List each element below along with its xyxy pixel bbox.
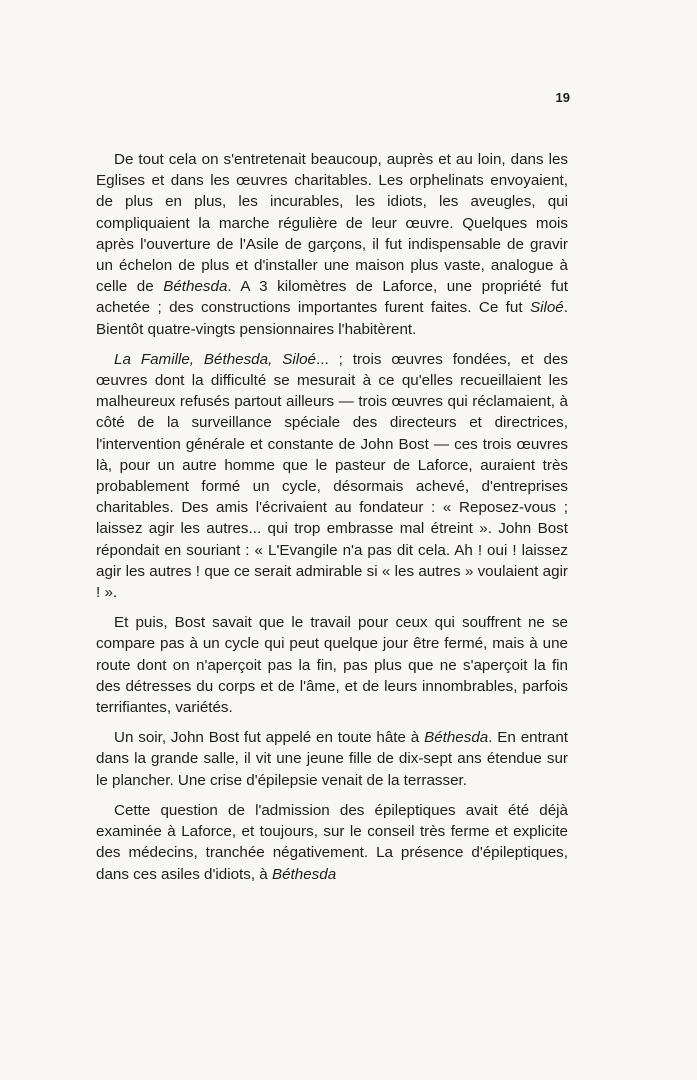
italic-text: Béthesda (271, 865, 337, 883)
text-run: . Bientôt quatre-vingts pensionnaires l'habitèrent. (96, 299, 568, 338)
text-run: . A 3 kilomètres de Laforce, une propriété fut achetée ; des constructions importantes furent faites. Ce fut (96, 278, 568, 317)
text-run: ... ; trois œuvres fondées, et des œuvres dont la difficulté se mesurait à ce qu'elles recueillaient les malheureux refusés partout ailleurs — trois œuvres qui réclamaient, à côté de la surveillance spéciale des directeurs et directrices, l'intervention générale et constante de John Bost — ces trois œuvres là, pour un autre homme que le pasteur de Laforce, auraient très probablement formé un cycle, désormais achevé, d'entreprises charitables. Des amis l'écrivaient au fondateur : « Reposez-vous ; laissez agir les autres... qui trop embrasse mal étreint ». John Bost répondait en souriant : « L'Evangile n'a pas dit cela. Ah ! oui ! laissez agir les autres ! que ce serait admirable si « les autres » voulaient agir ! ». (96, 350, 568, 602)
paragraph (96, 149, 568, 340)
paragraph (96, 727, 568, 791)
italic-text: Siloé (529, 299, 564, 317)
italic-text: Béthesda (163, 278, 228, 296)
italic-text: La Famille, Béthesda, Siloé (114, 350, 316, 368)
text-run: . En entrant dans la grande salle, il vit une jeune fille de dix-sept ans étendue sur le plancher. Une crise d'épilepsie venait de la terrasser. (96, 729, 568, 789)
paragraph (96, 612, 568, 718)
italic-text: Béthesda (424, 729, 489, 747)
paragraph (96, 800, 568, 885)
paragraph (96, 349, 568, 603)
text-run: Et puis, Bost savait que le travail pour ceux qui souffrent ne se compare pas à un cycle qui peut quelque jour être fermé, mais à une route dont on n'aperçoit pas la fin, pas plus que ne s'aperçoit la fin des détresses du corps et de l'âme, et de leurs innombrables, parfois terrifiantes, variétés. (96, 614, 568, 717)
text-run: De tout cela on s'entretenait beaucoup, auprès et au loin, dans les Eglises et dans les œuvres charitables. Les orphelinats envoyaient, de plus en plus, les incurables, les idiots, les aveugles, qui compliquaient la marche régulière de leur œuvre. Quelques mois après l'ouverture de l'Asile de garçons, il fut indispensable de gravir un échelon de plus et d'installer une maison plus vaste, analogue à celle de (96, 151, 568, 296)
page-number: 19 (555, 90, 570, 105)
body-text (96, 149, 568, 894)
text-run: Cette question de l'admission des épileptiques avait été déjà examinée à Laforce, et toujours, sur le conseil très ferme et explicite des médecins, tranchée négativement. La présence d'épileptiques, dans ces asiles d'idiots, à (96, 801, 568, 883)
text-run: Un soir, John Bost fut appelé en toute hâte à (114, 729, 425, 747)
